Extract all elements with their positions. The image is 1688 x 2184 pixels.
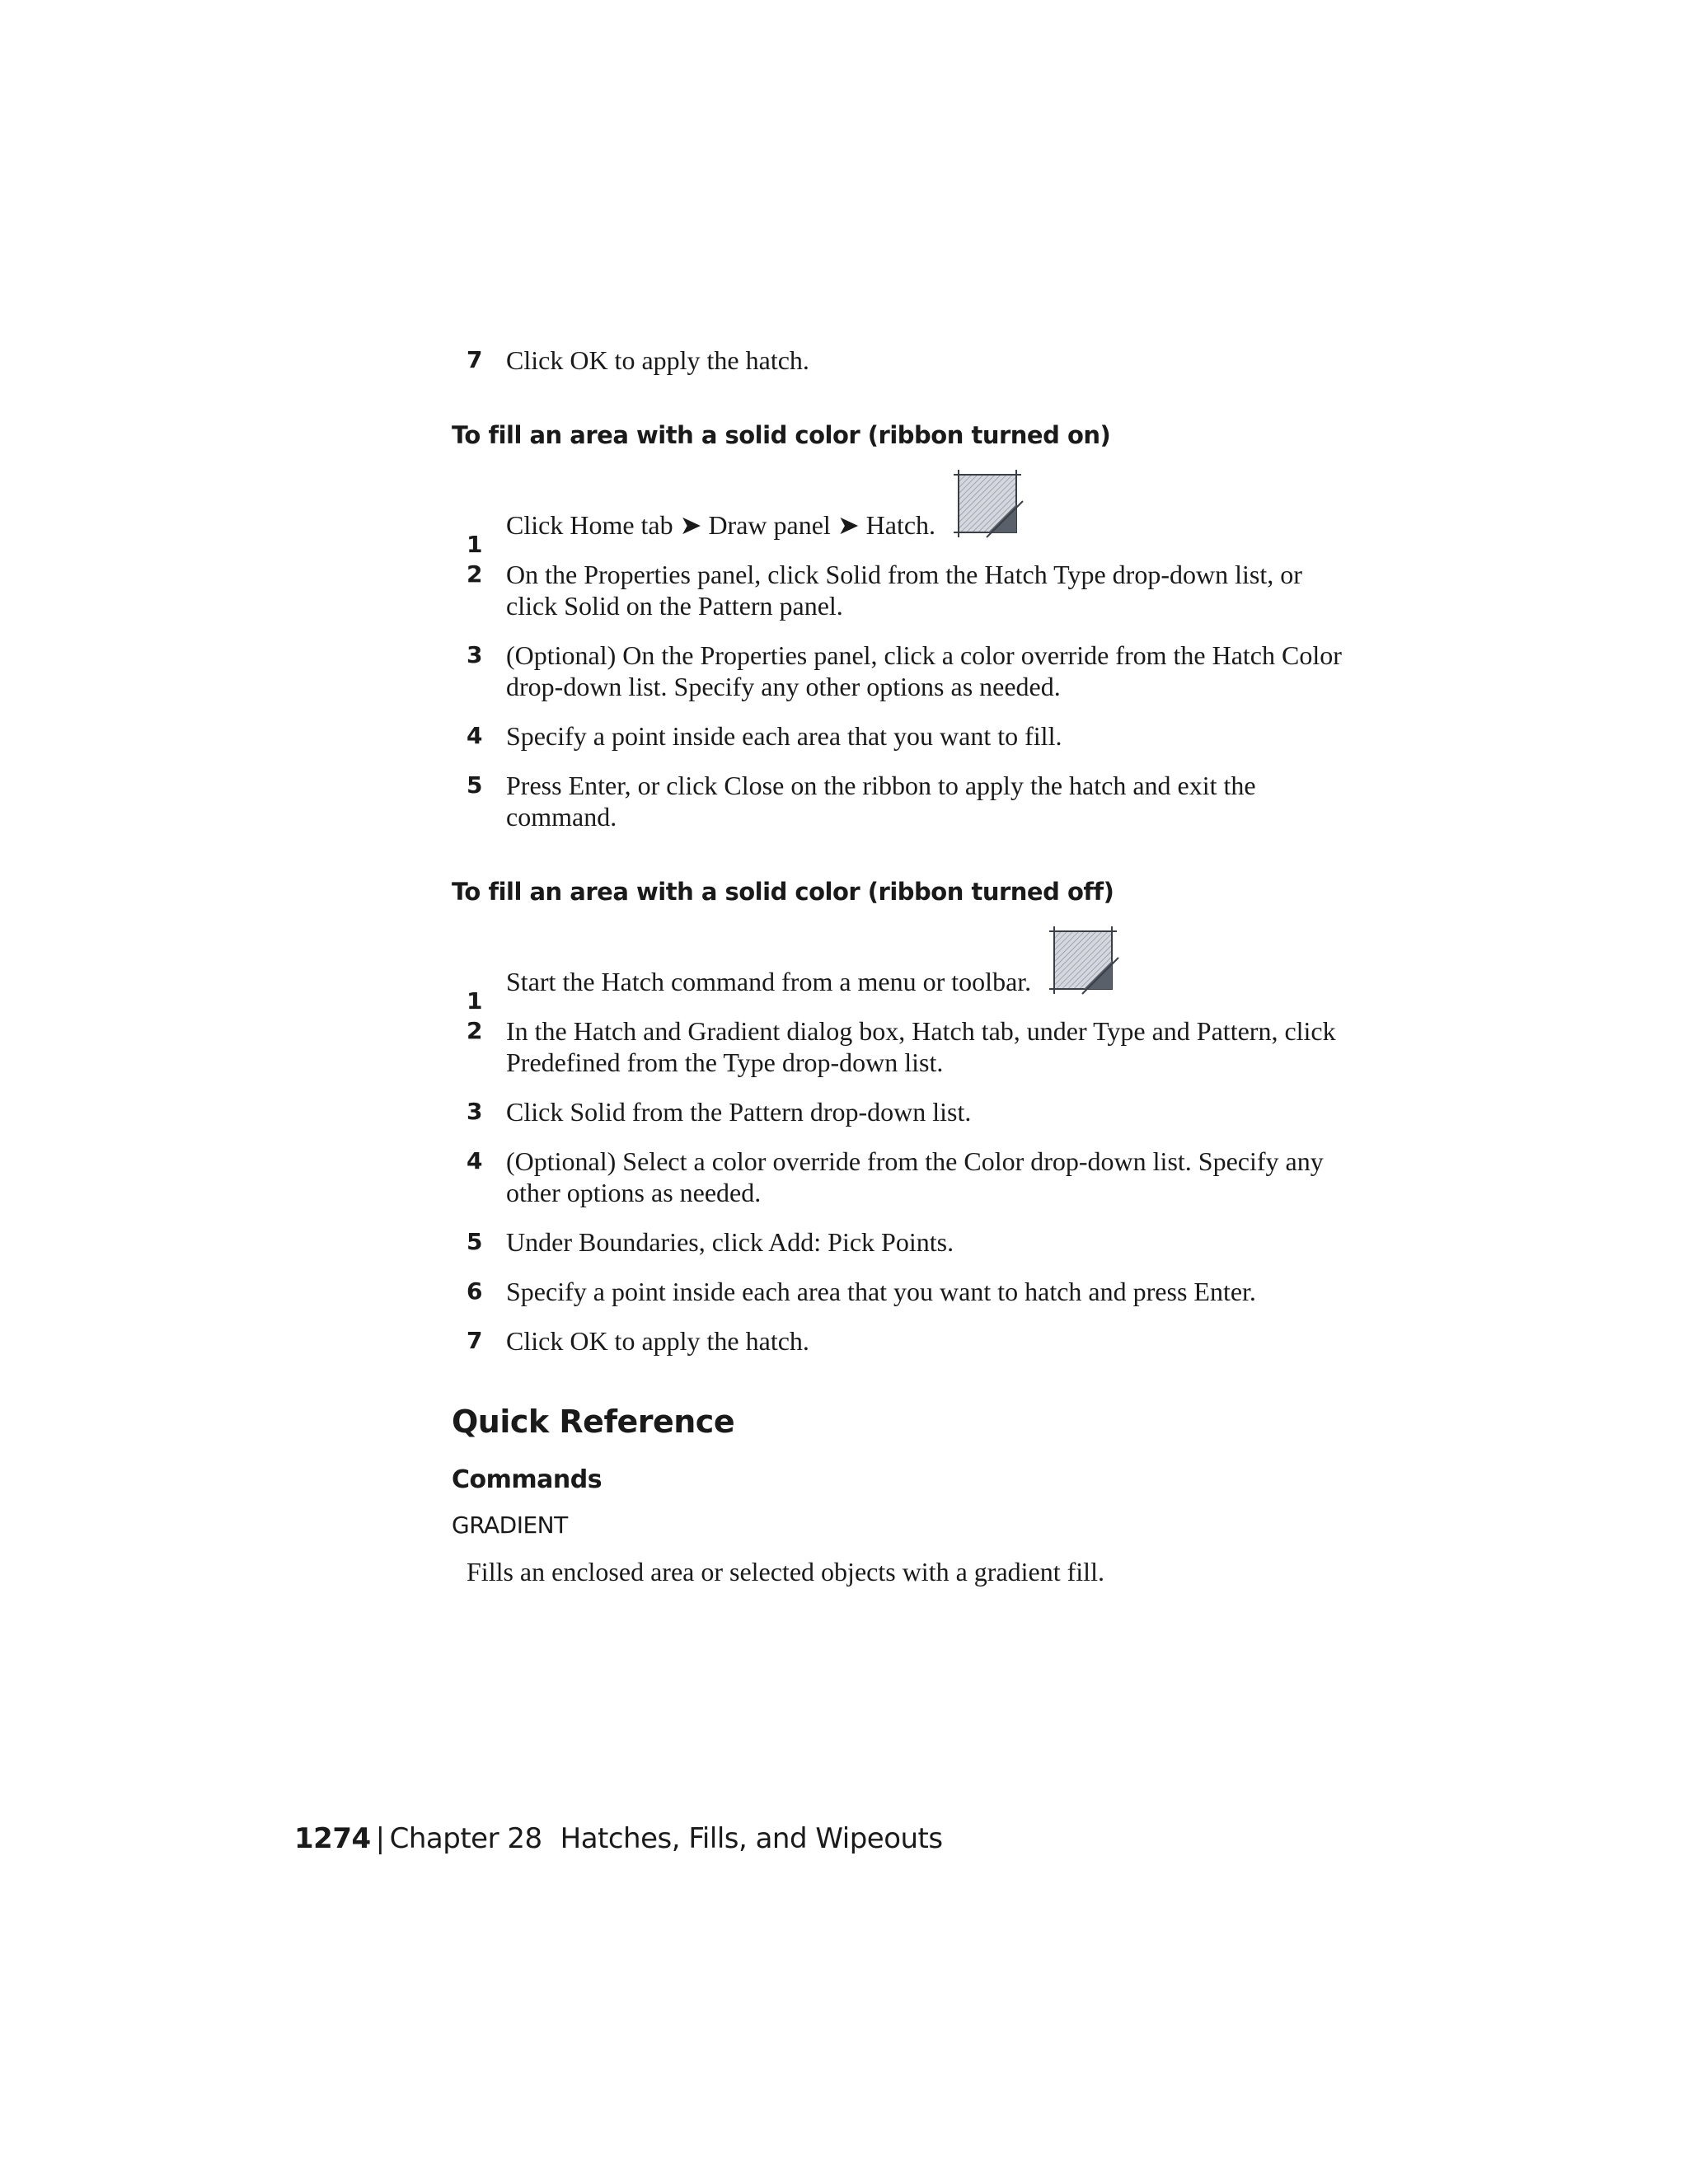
page-content	[452, 330, 1342, 1587]
step-text: Click Solid from the Pattern drop-down list.	[506, 1097, 972, 1127]
step-text-label: Click Home tab ➤ Draw panel ➤ Hatch.	[506, 510, 936, 540]
step-number: 5	[467, 771, 483, 799]
step-number: 4	[467, 1147, 483, 1174]
footer-separator: |	[375, 1822, 385, 1855]
step-number: 5	[467, 1228, 483, 1255]
command-name: GRADIENT	[452, 1511, 568, 1539]
step-number: 2	[467, 560, 483, 588]
step-number: 3	[467, 1098, 483, 1125]
list-item	[452, 1276, 1342, 1307]
list-item	[452, 923, 1342, 1015]
list-item	[452, 1096, 1342, 1127]
list-item	[452, 466, 1342, 558]
page-footer	[294, 1821, 943, 1856]
list-item	[452, 1325, 1342, 1357]
chapter-title: Hatches, Fills, and Wipeouts	[560, 1822, 943, 1855]
list-item	[452, 1226, 1342, 1258]
command-description: Fills an enclosed area or selected objects with a gradient fill.	[467, 1557, 1104, 1586]
list-item	[452, 720, 1342, 752]
procedure-heading-ribbon-on: To fill an area with a solid color (ribbon turned on)	[452, 421, 1111, 449]
step-number: 7	[467, 346, 483, 373]
step-number: 7	[467, 1327, 483, 1354]
step-number: 6	[467, 1277, 483, 1305]
page-number: 1274	[294, 1822, 371, 1855]
list-item	[452, 344, 1342, 376]
chapter-label: Chapter 28	[389, 1822, 542, 1855]
step-text: Under Boundaries, click Add: Pick Points.	[506, 1227, 954, 1257]
step-text: (Optional) On the Properties panel, click a color override from the Hatch Color drop-down list. Specify any other options as needed.	[506, 640, 1342, 701]
procedure-heading-ribbon-off: To fill an area with a solid color (ribbon turned off)	[452, 878, 1114, 906]
step-number: 4	[467, 722, 483, 749]
step-number: 3	[467, 641, 483, 668]
step-text: Click OK to apply the hatch.	[506, 1326, 809, 1356]
step-text: (Optional) Select a color override from the Color drop-down list. Specify any other options as needed.	[506, 1146, 1324, 1207]
commands-heading: Commands	[452, 1465, 603, 1494]
step-text	[506, 466, 1342, 541]
list-item	[452, 559, 1342, 621]
hatch-icon	[1046, 923, 1120, 997]
step-text: Press Enter, or click Close on the ribbon to apply the hatch and exit the command.	[506, 771, 1256, 832]
step-number: 1	[467, 531, 483, 558]
step-text: Specify a point inside each area that you want to hatch and press Enter.	[506, 1277, 1256, 1306]
step-text	[506, 923, 1342, 997]
step-text-label: Start the Hatch command from a menu or toolbar.	[506, 967, 1032, 996]
step-text: Specify a point inside each area that you want to fill.	[506, 721, 1062, 751]
list-item	[452, 770, 1342, 832]
list-item	[452, 1015, 1342, 1078]
step-number: 2	[467, 1017, 483, 1044]
step-text: In the Hatch and Gradient dialog box, Hatch tab, under Type and Pattern, click Predefined from the Type drop-down list.	[506, 1016, 1336, 1077]
hatch-icon	[950, 466, 1025, 541]
list-item	[452, 1146, 1342, 1208]
section-title-quick-reference: Quick Reference	[452, 1404, 735, 1440]
list-item	[452, 640, 1342, 702]
step-number: 1	[467, 987, 483, 1015]
step-text: Click OK to apply the hatch.	[506, 345, 809, 375]
step-text: On the Properties panel, click Solid from the Hatch Type drop-down list, or click Solid on the Pattern panel.	[506, 560, 1302, 621]
